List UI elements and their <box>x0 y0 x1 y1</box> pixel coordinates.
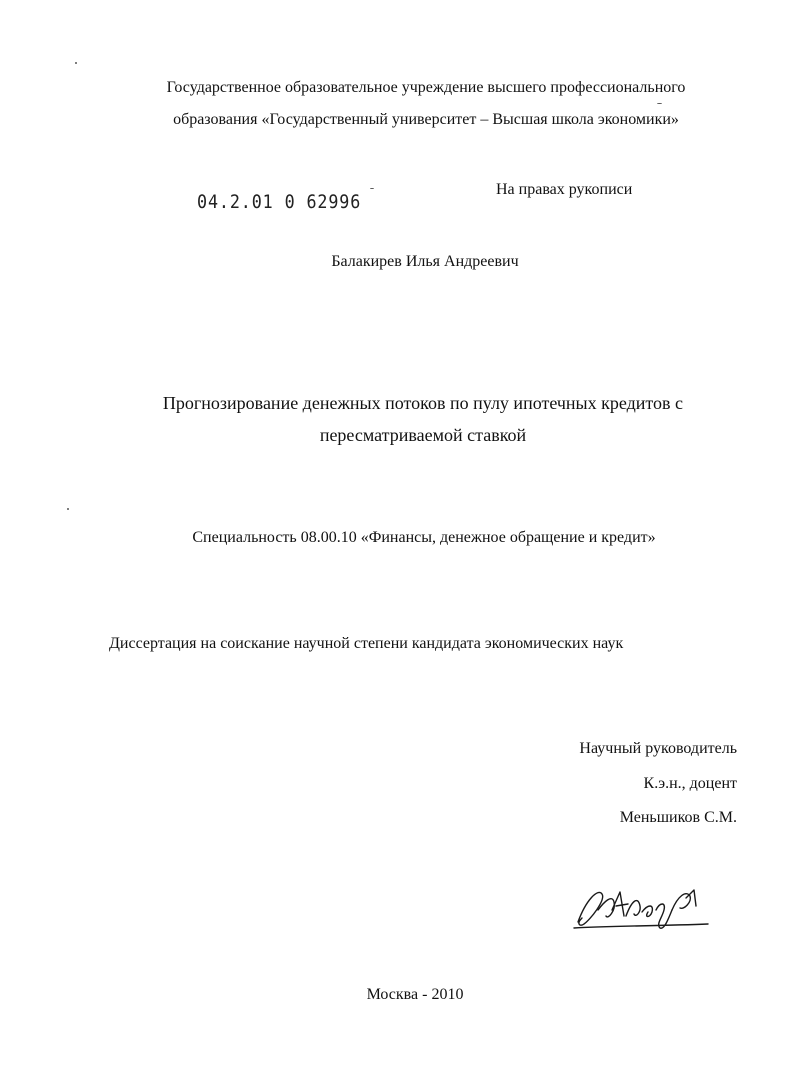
supervisor-degree: К.э.н., доцент <box>643 775 737 792</box>
scan-speck <box>657 103 662 104</box>
dissertation-note: Диссертация на соискание научной степени кандидата экономических наук <box>109 635 624 652</box>
scan-speck <box>67 508 69 510</box>
author-name: Балакирев Илья Андреевич <box>331 253 519 270</box>
city-year: Москва - 2010 <box>366 986 464 1003</box>
scan-speck <box>370 188 374 189</box>
rights-note: На правах рукописи <box>496 181 633 198</box>
dissertation-title-line-1: Прогнозирование денежных потоков по пулу ипотечных кредитов с <box>162 393 684 413</box>
dissertation-title-line-2: пересматриваемой ставкой <box>319 425 527 445</box>
supervisor-name: Меньшиков С.М. <box>619 809 737 826</box>
registration-stamp-number: 04.2.01 0 62996 <box>197 191 362 213</box>
institution-line-2: образования «Государственный университет – Высшая школа экономики» <box>173 111 679 128</box>
supervisor-label: Научный руководитель <box>579 740 737 757</box>
signature-icon <box>568 880 718 940</box>
specialty-line: Специальность 08.00.10 «Финансы, денежное обращение и кредит» <box>192 529 656 546</box>
scan-speck <box>75 62 77 64</box>
institution-line-1: Государственное образовательное учреждение высшего профессионального <box>166 79 686 96</box>
